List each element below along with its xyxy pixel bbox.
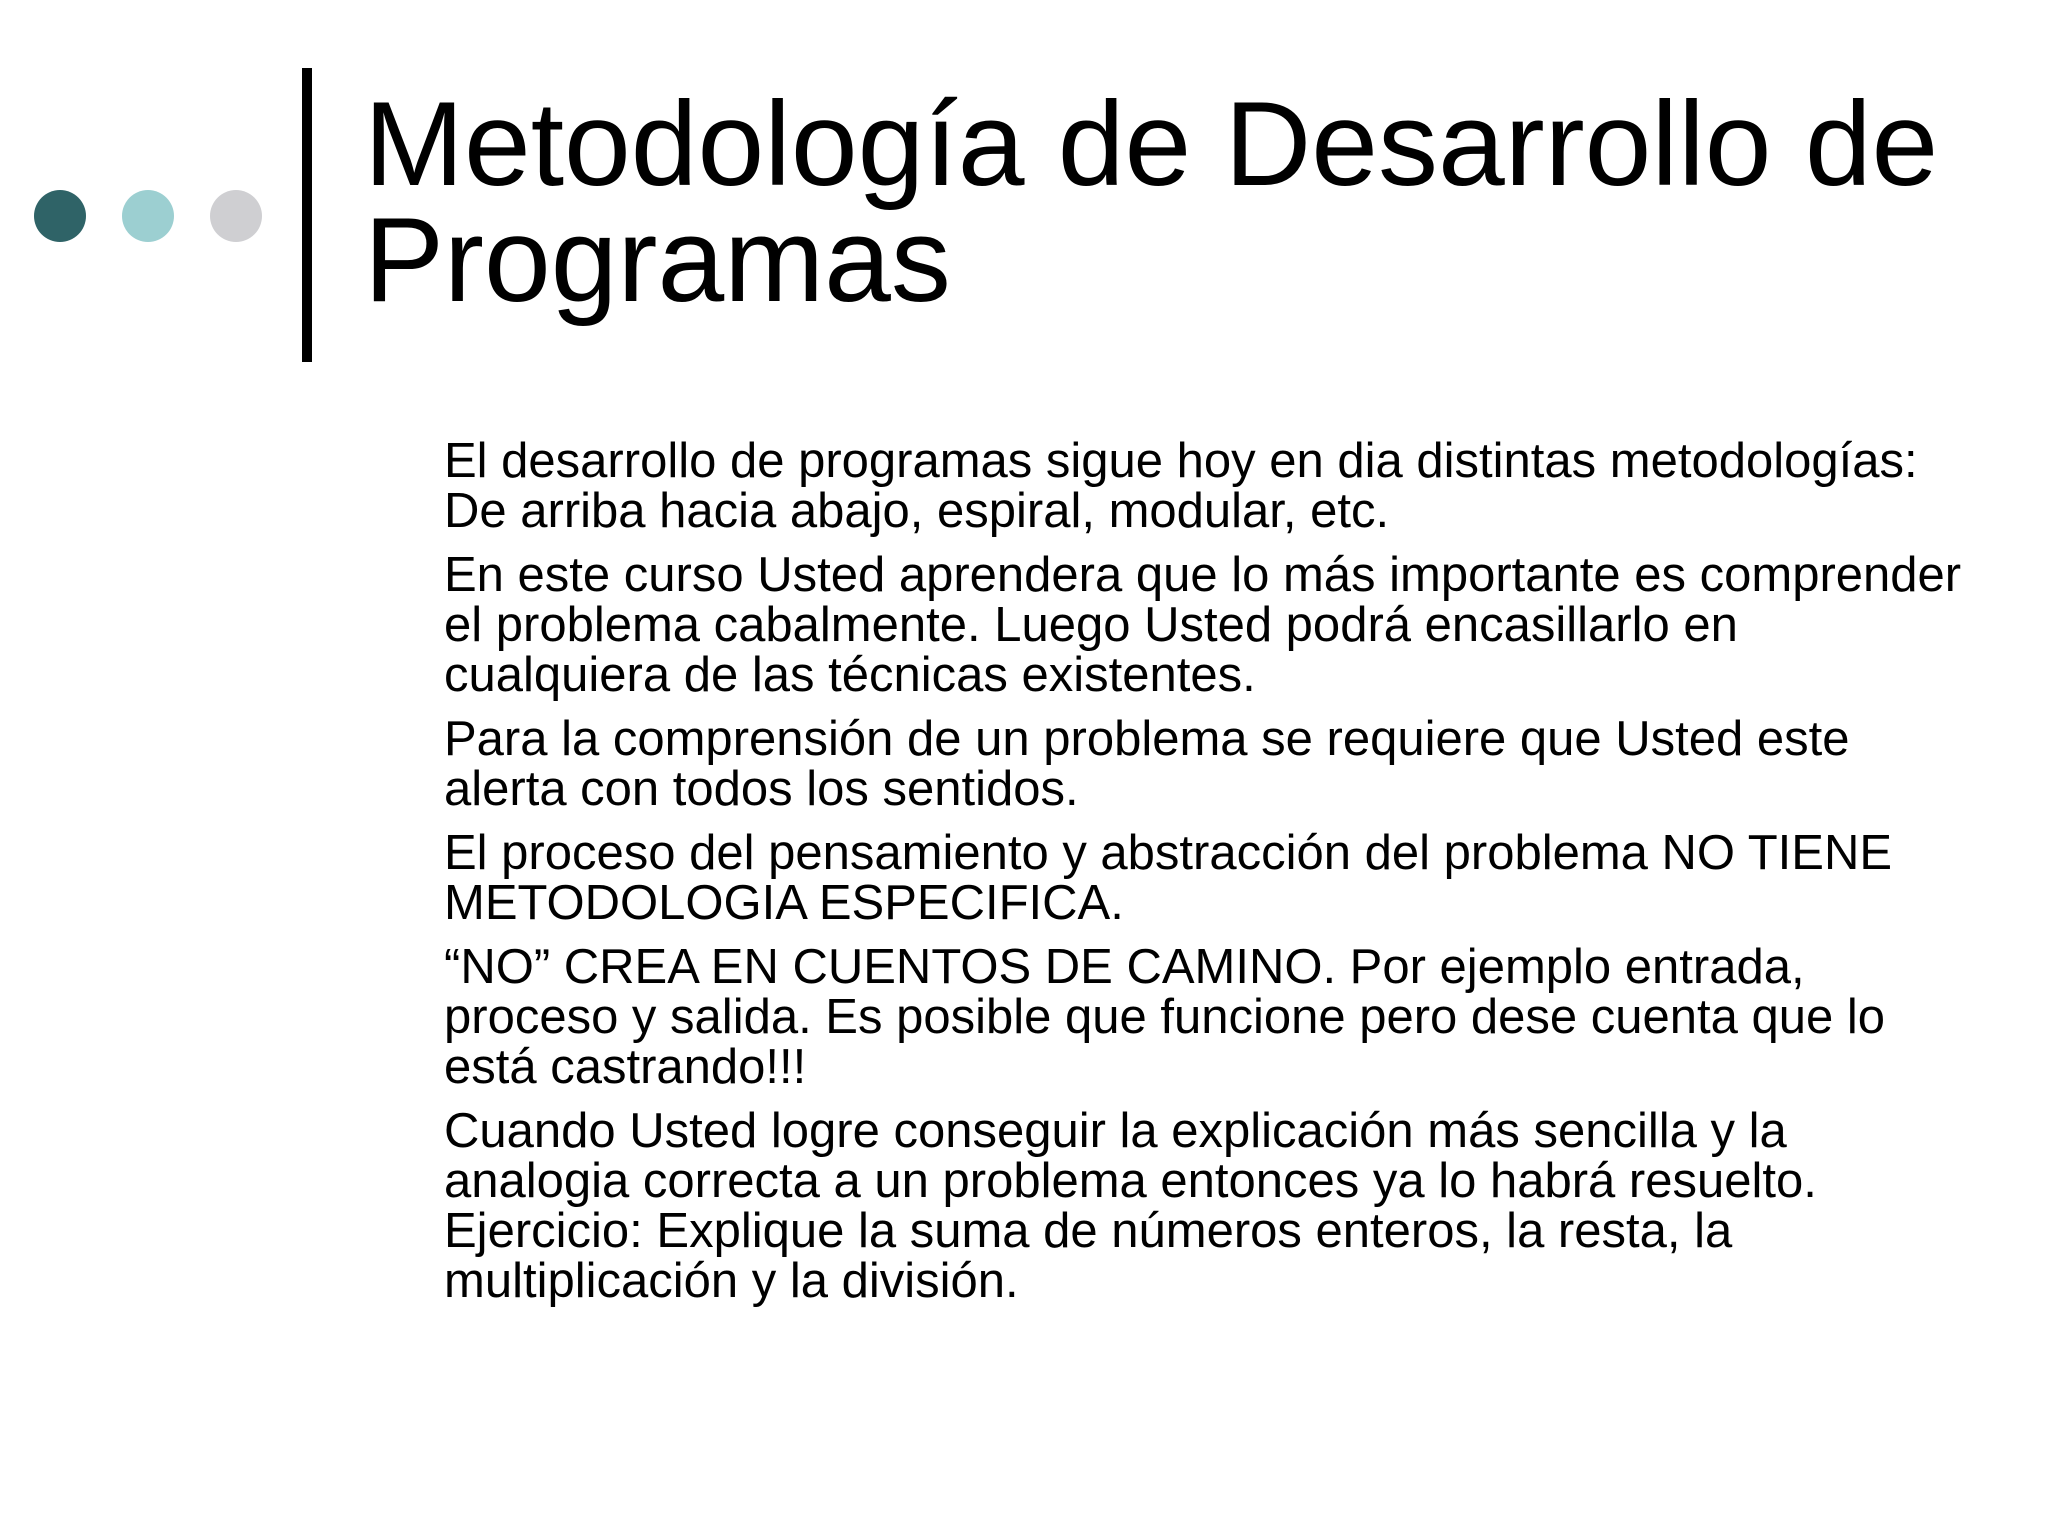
light-teal-dot (122, 190, 174, 242)
paragraph: “NO” CREA EN CUENTOS DE CAMINO. Por ejemplo entrada, proceso y salida. Es posible que funcione pero dese cuenta que lo está castrando!!! (444, 940, 1886, 1094)
dark-teal-dot (34, 190, 86, 242)
paragraph: Cuando Usted logre conseguir la explicación más sencilla y la analogia correcta a un problema entonces ya lo habrá resuelto. Ejercicio: Explique la suma de números enteros, la resta, la multiplicación y la división. (444, 1104, 1817, 1308)
title-divider (302, 68, 312, 362)
slide-title: Metodología de Desarrollo de Programas (364, 77, 1939, 327)
decorative-dots (34, 190, 274, 244)
paragraph: En este curso Usted aprendera que lo más importante es comprender el problema cabalmente. Luego Usted podrá encasillarlo en cualquiera de las técnicas existentes. (444, 548, 1962, 702)
paragraph: El desarrollo de programas sigue hoy en dia distintas metodologías: De arriba hacia abajo, espiral, modular, etc. (444, 434, 1918, 538)
paragraph: El proceso del pensamiento y abstracción del problema NO TIENE METODOLOGIA ESPECIFICA. (444, 826, 1893, 930)
gray-dot (210, 190, 262, 242)
paragraph: Para la comprensión de un problema se requiere que Usted este alerta con todos los sentidos. (444, 712, 1850, 816)
slide-body (444, 436, 1964, 1320)
